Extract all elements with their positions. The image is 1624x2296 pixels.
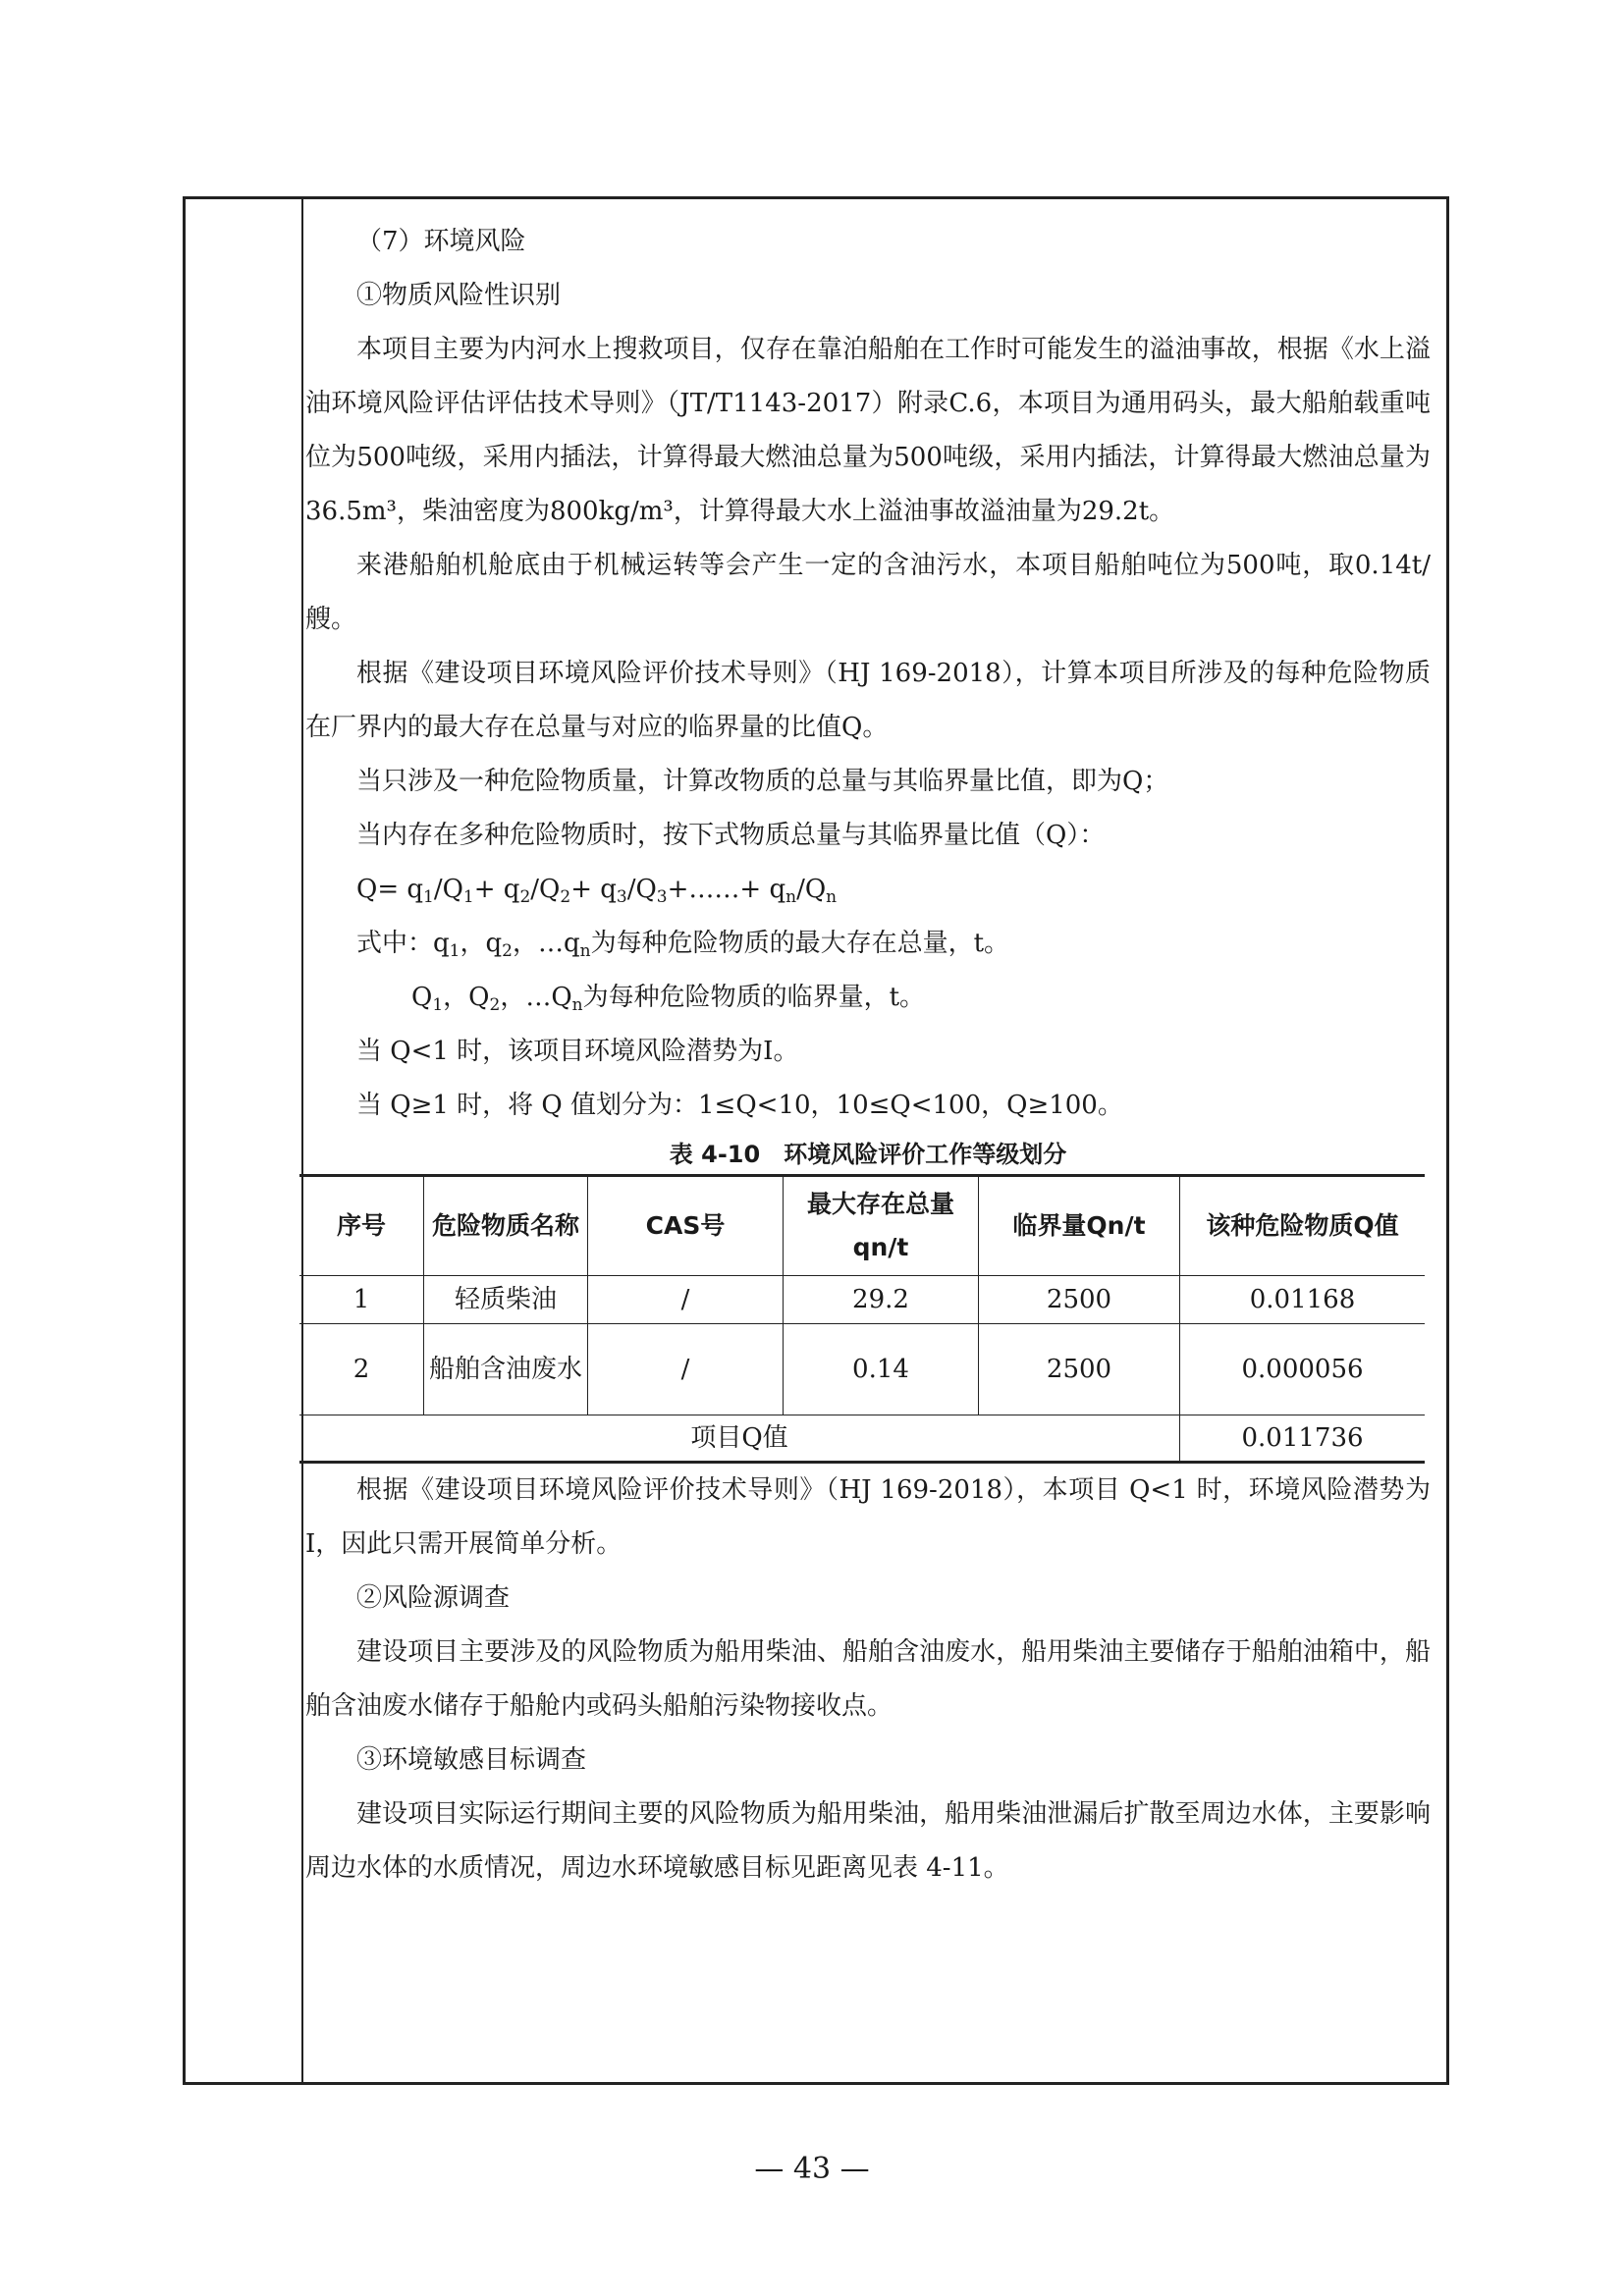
table-cell: 船舶含油废水 <box>424 1324 588 1415</box>
table-total-row <box>299 1415 1425 1463</box>
page-number: — 43 — <box>754 2152 870 2186</box>
col-header-no: 序号 <box>299 1176 424 1276</box>
paragraph-10: 建设项目实际运行期间主要的风险物质为船用柴油，船用柴油泄漏后扩散至周边水体，主要影响周边水体的水质情况，周边水环境敏感目标见距离见表 4-11。 <box>305 1799 1431 1883</box>
subsection-title-1: ①物质风险性识别 <box>356 281 562 310</box>
table-header-row <box>299 1176 1425 1276</box>
table-row <box>299 1276 1425 1324</box>
paragraph-4: 当只涉及一种危险物质量，计算改物质的总量与其临界量比值，即为Q； <box>356 767 1169 796</box>
paragraph-1: 本项目主要为内河水上搜救项目，仅存在靠泊船舶在工作时可能发生的溢油事故，根据《水上溢油环境风险评估评估技术导则》（JT/T1143-2017）附录C.6，本项目为通用码头，最大船舶载重吨位为500吨级，采用内插法，计算得最大燃油总量为500吨级，采用内插法，计算得最大燃油总量为36.5m³，柴油密度为800kg/m³，计算得最大水上溢油事故溢油量为29.2t。 <box>305 335 1431 526</box>
page-frame <box>183 196 1449 2085</box>
total-value: 0.011736 <box>1180 1415 1426 1463</box>
table-cell: 轻质柴油 <box>424 1276 588 1324</box>
paragraph-7: 当 Q≥1 时，将 Q 值划分为：1≤Q<10，10≤Q<100，Q≥100。 <box>356 1091 1123 1120</box>
formula-explanation-2: $Q_1$，$Q_2$，$\dots Q_n$为每种危险物质的临界量，t。 <box>411 983 926 1015</box>
col-header-q-value: 该种危险物质Q值 <box>1180 1176 1426 1276</box>
paragraph-2: 来港船舶机舱底由于机械运转等会产生一定的含油污水，本项目船舶吨位为500吨，取0.14t/艘。 <box>305 551 1431 634</box>
table-cell: 0.01168 <box>1180 1276 1426 1324</box>
total-label: 项目Q值 <box>299 1415 1180 1463</box>
paragraph-3: 根据《建设项目环境风险评价技术导则》（HJ 169-2018），计算本项目所涉及的每种危险物质在厂界内的最大存在总量与对应的临界量的比值Q。 <box>305 659 1431 742</box>
table-cell: 0.14 <box>784 1324 979 1415</box>
table-cell: 2500 <box>979 1276 1180 1324</box>
table-cell: 0.000056 <box>1180 1324 1426 1415</box>
subsection-title-2: ②风险源调查 <box>356 1583 511 1613</box>
table-cell: 2500 <box>979 1324 1180 1415</box>
risk-table <box>299 1174 1425 1464</box>
paragraph-9: 建设项目主要涉及的风险物质为船用柴油、船舶含油废水，船用柴油主要储存于船舶油箱中，船舶含油废水储存于船舱内或码头船舶污染物接收点。 <box>305 1637 1431 1721</box>
col-header-threshold: 临界量Qn/t <box>979 1176 1180 1276</box>
table-cell: 2 <box>299 1324 424 1415</box>
paragraph-8: 根据《建设项目环境风险评价技术导则》（HJ 169-2018），本项目 Q<1 时，环境风险潜势为Ⅰ，因此只需开展简单分析。 <box>305 1475 1431 1559</box>
table-cell: 29.2 <box>784 1276 979 1324</box>
paragraph-5: 当内存在多种危险物质时，按下式物质总量与其临界量比值（Q）： <box>356 821 1106 850</box>
paragraph-6: 当 Q<1 时，该项目环境风险潜势为Ⅰ。 <box>356 1037 799 1066</box>
formula: $Q= q_1/Q_1+ q_2/Q_2+$ $q_3/Q_3+\dots\dots+ q_n/Q_n$ <box>356 875 838 907</box>
left-column <box>186 199 303 2082</box>
table-cell: 1 <box>299 1276 424 1324</box>
formula-explanation-1: 式中：$q_1$，$q_2$，$\dots q_n$为每种危险物质的最大存在总量，t。 <box>356 929 1010 961</box>
table-cell: / <box>588 1324 784 1415</box>
main-content <box>305 215 1431 1896</box>
table-cell: / <box>588 1276 784 1324</box>
col-header-cas: CAS号 <box>588 1176 784 1276</box>
table-caption: 表 4-10 环境风险评价工作等级划分 <box>669 1141 1067 1168</box>
subsection-title-3: ③环境敏感目标调查 <box>356 1745 587 1775</box>
col-header-substance: 危险物质名称 <box>424 1176 588 1276</box>
section-title: （7）环境风险 <box>356 227 526 256</box>
table-row <box>299 1324 1425 1415</box>
col-header-max-amount: 最大存在总量qn/t <box>784 1176 979 1276</box>
